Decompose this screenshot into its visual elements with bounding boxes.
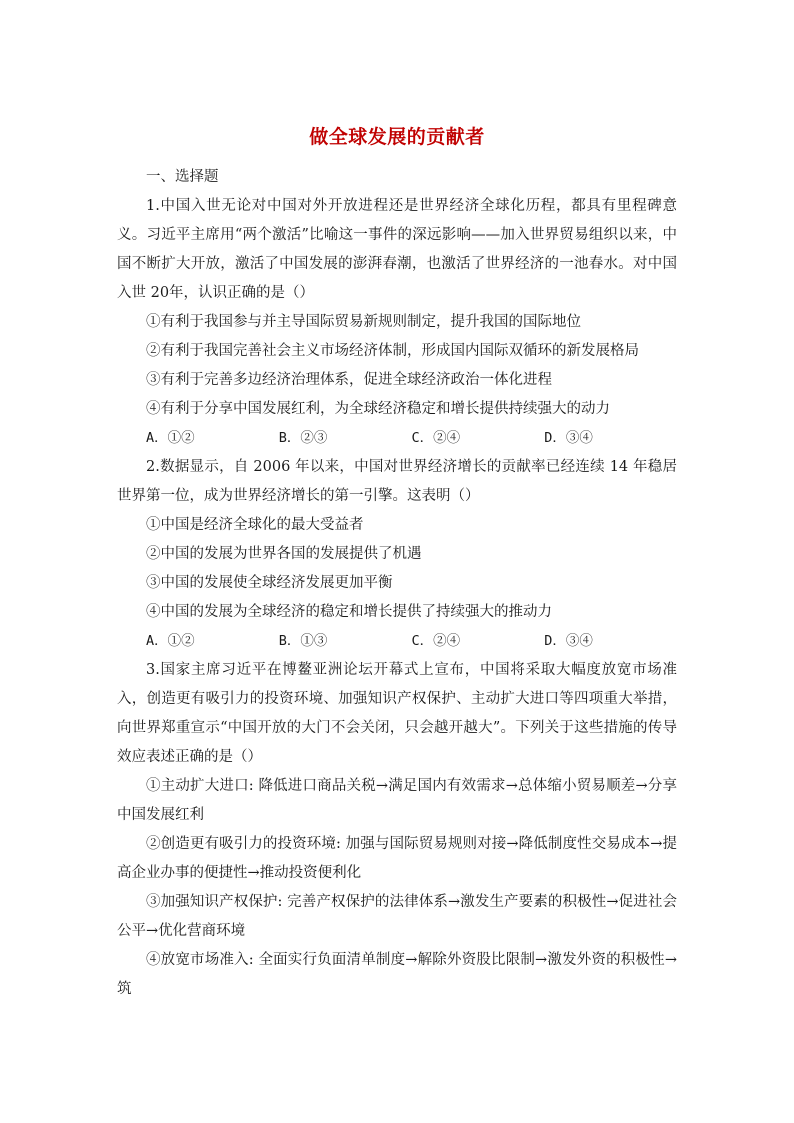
question-1-statement-3: ③有利于完善多边经济治理体系，促进全球经济政治一体化进程	[146, 372, 552, 388]
question-1-statement-1: ①有利于我国参与并主导国际贸易新规则制定，提升我国的国际地位	[146, 314, 581, 330]
question-1-statement-2: ②有利于我国完善社会主义市场经济体制，形成国内国际双循环的新发展格局	[146, 343, 639, 359]
question-2-statement-4: ④中国的发展为全球经济的稳定和增长提供了持续强大的推动力	[146, 604, 552, 620]
page-title: 做全球发展的贡献者	[309, 126, 485, 148]
question-3-statement-4: ④放宽市场准入: 全面实行负面清单制度→解除外资股比限制→激发外资的积极性→筑	[117, 952, 677, 997]
question-1-statement-4: ④有利于分享中国发展红利，为全球经济稳定和增长提供持续强大的动力	[146, 401, 610, 417]
question-2-statement-2: ②中国的发展为世界各国的发展提供了机遇	[146, 546, 422, 562]
section-heading: 一、选择题	[146, 169, 219, 185]
question-2-statement-1: ①中国是经济全球化的最大受益者	[146, 517, 364, 533]
question-2-options	[117, 627, 677, 656]
question-2-stem: 2.数据显示，自 2006 年以来，中国对世界经济增长的贡献率已经连续 14 年稳居世界第一位，成为世界经济增长的第一引擎。这表明（）	[117, 459, 677, 504]
question-2-option-c: C．②④	[411, 633, 461, 649]
question-1-option-d: D．③④	[544, 430, 593, 446]
question-1-option-b: B．②③	[278, 430, 328, 446]
question-1-options	[117, 424, 677, 453]
question-1-option-a: A．①②	[146, 430, 195, 446]
question-2-option-a: A．①②	[146, 633, 195, 649]
question-1-option-c: C．②④	[411, 430, 461, 446]
question-3-stem: 3.国家主席习近平在博鳌亚洲论坛开幕式上宣布，中国将采取大幅度放宽市场准入，创造更有吸引力的投资环境、加强知识产权保护、主动扩大进口等四项重大举措，向世界郑重宣示“中国开放的大门不会关闭，只会越开越大”。下列关于这些措施的传导效应表述正确的是（）	[117, 662, 677, 765]
question-2-statement-3: ③中国的发展使全球经济发展更加平衡	[146, 575, 393, 591]
question-body	[117, 192, 677, 1004]
question-3-statement-1: ①主动扩大进口: 降低进口商品关税→满足国内有效需求→总体缩小贸易顺差→分享中国发展红利	[117, 778, 677, 823]
question-3-statement-3: ③加强知识产权保护: 完善产权保护的法律体系→激发生产要素的积极性→促进社会公平→优化营商环境	[117, 894, 677, 939]
question-1-stem: 1.中国入世无论对中国对外开放进程还是世界经济全球化历程，都具有里程碑意义。习近平主席用“两个激活”比喻这一事件的深远影响——加入世界贸易组织以来，中国不断扩大开放，激活了中国发展的澎湃春潮，也激活了世界经济的一池春水。对中国入世 20年，认识正确的是（）	[117, 198, 677, 301]
question-3-statement-2: ②创造更有吸引力的投资环境: 加强与国际贸易规则对接→降低制度性交易成本→提高企业办事的便捷性→推动投资便利化	[117, 836, 677, 881]
question-2-option-b: B．①③	[278, 633, 328, 649]
question-2-option-d: D．③④	[544, 633, 593, 649]
